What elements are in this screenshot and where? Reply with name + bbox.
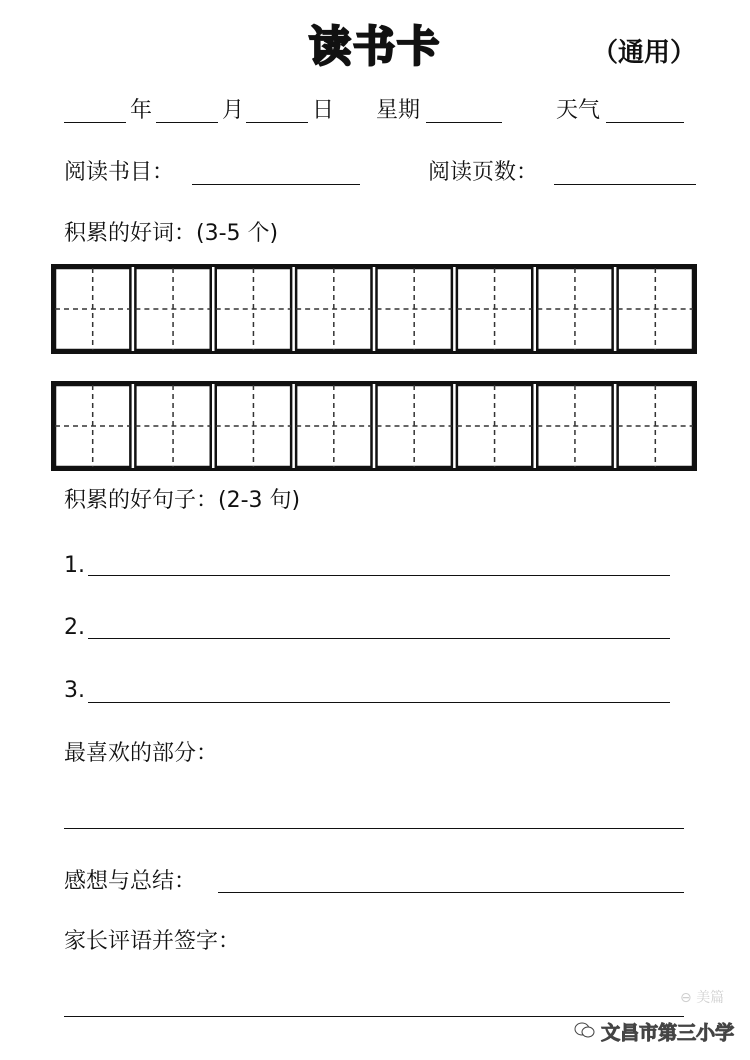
summary-line[interactable] [218,892,684,893]
year-blank[interactable] [64,122,126,123]
word-cell[interactable] [457,385,532,467]
day-label: 日 [312,98,335,123]
parent-comment-line[interactable] [64,1016,684,1017]
word-cell[interactable] [135,385,210,467]
wechat-icon [574,1021,596,1039]
good-sentences-label: 积累的好句子：(2-3 句) [64,488,301,513]
meipian-logo-icon: ⊖ [680,990,692,1006]
weather-blank[interactable] [606,122,684,123]
word-cell[interactable] [216,268,291,350]
word-cell[interactable] [296,268,371,350]
word-cell[interactable] [55,385,130,467]
weekday-label: 星期 [376,98,421,123]
word-cell[interactable] [537,385,612,467]
good-words-label: 积累的好词：(3-5 个) [64,221,279,246]
weekday-blank[interactable] [426,122,502,123]
word-cell[interactable] [618,268,693,350]
watermark-account [574,1018,734,1045]
sentence-number-1: 1. [64,553,85,578]
watermark-app [680,987,724,1007]
summary-label: 感想与总结： [64,869,197,894]
sentence-line-3[interactable] [88,702,670,703]
pages-label: 阅读页数： [428,160,539,185]
book-title-label: 阅读书目： [64,160,175,185]
parent-comment-label: 家长评语并签字： [64,929,241,954]
day-blank[interactable] [246,122,308,123]
word-grid-row-2[interactable] [51,381,697,471]
watermark-app-name: 美篇 [696,990,725,1006]
favorite-part-label: 最喜欢的部分： [64,741,219,766]
word-cell[interactable] [55,268,130,350]
pages-blank[interactable] [554,184,696,185]
sentence-number-3: 3. [64,678,85,703]
book-title-blank[interactable] [192,184,360,185]
word-grid-row-1[interactable] [51,264,697,354]
year-label: 年 [130,98,153,123]
word-cell[interactable] [537,268,612,350]
word-cell[interactable] [377,385,452,467]
sentence-number-2: 2. [64,615,85,640]
favorite-part-line[interactable] [64,828,684,829]
word-cell[interactable] [216,385,291,467]
word-cell[interactable] [135,268,210,350]
month-label: 月 [222,98,245,123]
card-subtitle: （通用） [592,38,697,68]
sentence-line-1[interactable] [88,575,670,576]
card-title: 读书卡 [308,22,441,71]
word-cell[interactable] [377,268,452,350]
word-cell[interactable] [296,385,371,467]
sentence-line-2[interactable] [88,638,670,639]
word-cell[interactable] [618,385,693,467]
month-blank[interactable] [156,122,218,123]
watermark-account-name: 文昌市第三小学 [601,1022,735,1044]
word-cell[interactable] [457,268,532,350]
weather-label: 天气 [556,98,601,123]
